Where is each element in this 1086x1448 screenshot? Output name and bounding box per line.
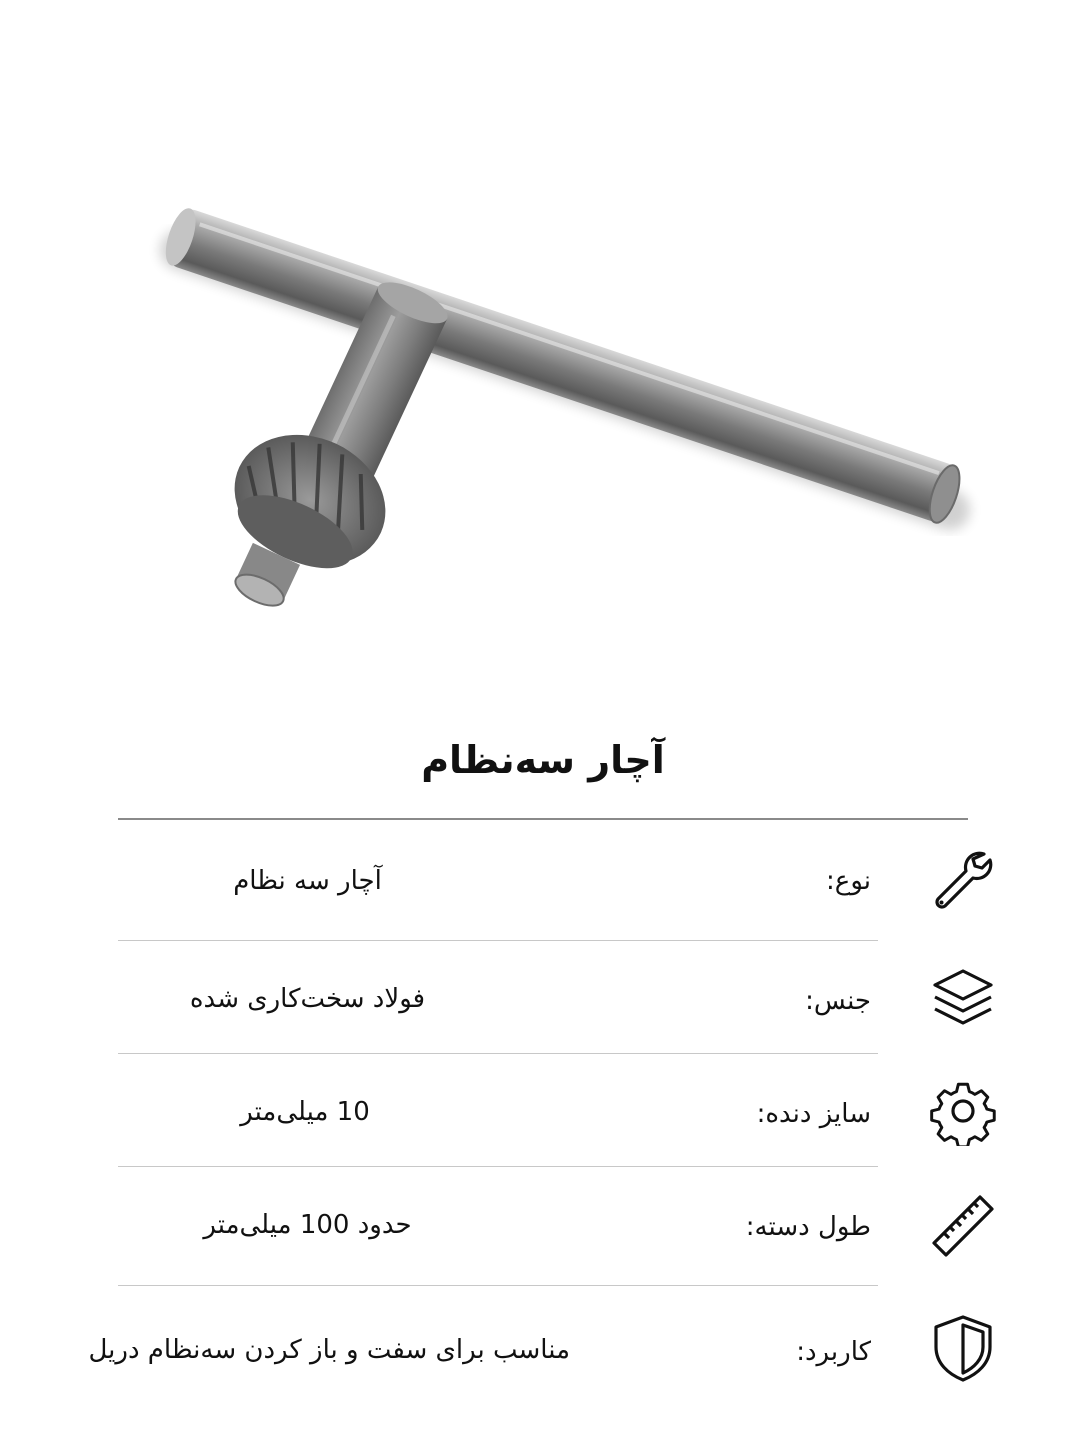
- spec-row-usage: [0, 1285, 1086, 1405]
- spec-label: جنس:: [805, 986, 871, 1016]
- spec-value: فولاد سخت‌کاری شده: [189, 984, 426, 1014]
- spec-value: مناسب برای سفت و باز کردن سه‌نظام دریل: [88, 1335, 570, 1365]
- spec-value: حدود 100 میلی‌متر: [203, 1210, 412, 1240]
- chuck-key-illustration: [0, 0, 1086, 700]
- product-title: آچار سه‌نظام: [421, 738, 665, 782]
- spec-label: سایز دنده:: [756, 1099, 871, 1129]
- spec-label: طول دسته:: [745, 1212, 871, 1242]
- spec-row-type: [0, 820, 1086, 940]
- spec-value: 10 میلی‌متر: [240, 1097, 370, 1127]
- spec-value: آچار سه نظام: [233, 866, 382, 896]
- ruler-icon: [928, 1191, 998, 1261]
- spec-label: کاربرد:: [796, 1337, 871, 1367]
- spec-label: نوع:: [826, 866, 871, 896]
- spec-row-handle-length: [0, 1166, 1086, 1286]
- wrench-icon: [928, 845, 998, 915]
- spec-row-material: [0, 940, 1086, 1060]
- gear-icon: [928, 1076, 998, 1146]
- layers-icon: [928, 963, 998, 1033]
- shield-icon: [928, 1313, 998, 1383]
- spec-row-gear-size: [0, 1053, 1086, 1173]
- product-image: [0, 0, 1086, 700]
